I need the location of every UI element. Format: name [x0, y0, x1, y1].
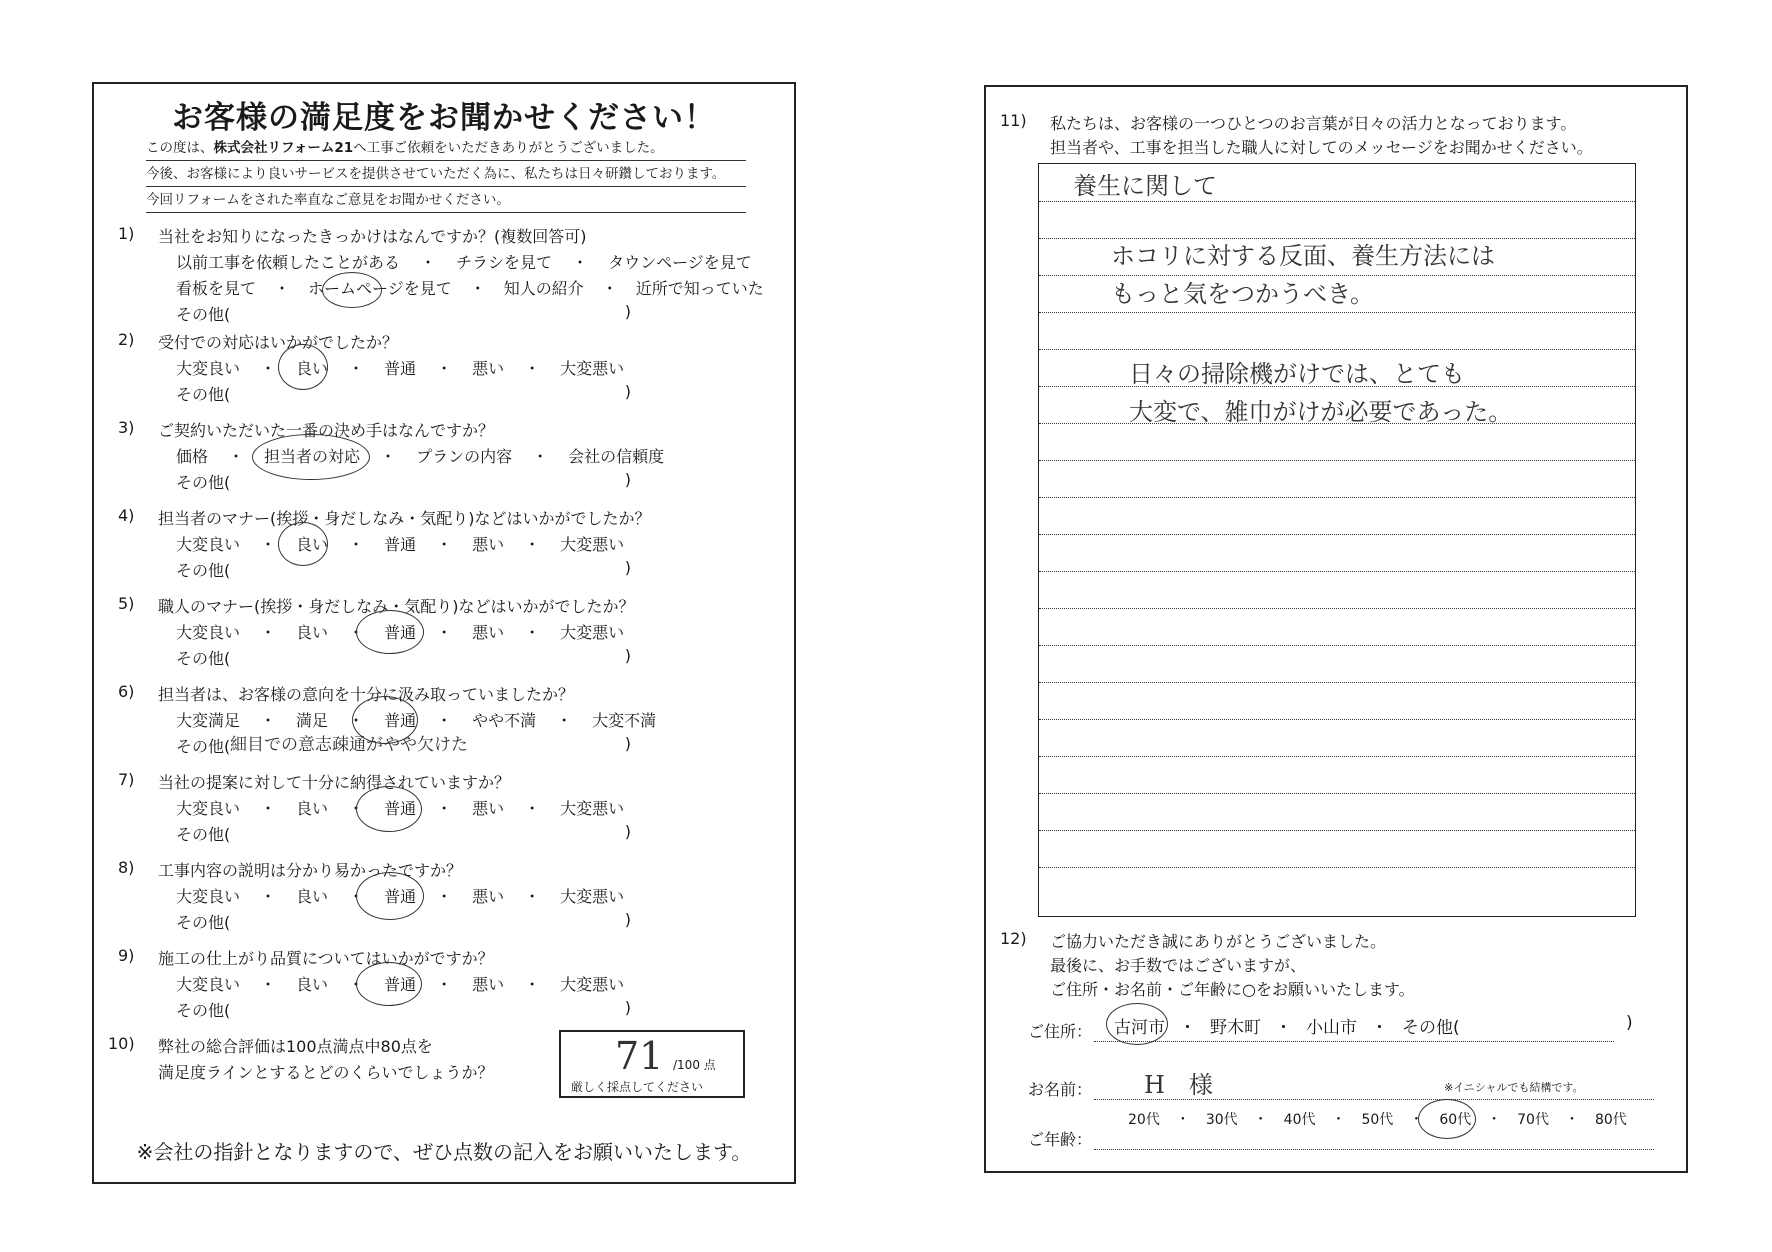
q11-text-line-2: 担当者や、工事を担当した職人に対してのメッセージをお聞かせください。 [1050, 138, 1593, 157]
ruled-line [1039, 497, 1635, 498]
q7-number: 7) [118, 770, 135, 789]
ruled-line [1039, 349, 1635, 350]
q6-options [176, 708, 656, 731]
age-label: ご年齢： [1028, 1130, 1093, 1149]
q4-option-5[interactable]: 大変悪い [560, 535, 625, 554]
separator: ・ [348, 887, 365, 906]
q1-number: 1) [118, 224, 135, 243]
close-paren: ) [624, 734, 631, 753]
name-underline [1094, 1099, 1654, 1100]
q4-option-1[interactable]: 大変良い [176, 535, 241, 554]
q2-text: 受付での対応はいかがでしたか？ [158, 333, 399, 352]
ruled-line [1039, 830, 1635, 831]
q8-option-5[interactable]: 大変悪い [560, 887, 625, 906]
separator: ・ [260, 975, 277, 994]
separator: ・ [420, 253, 437, 272]
other-label: その他( [176, 305, 231, 324]
separator: ・ [524, 887, 541, 906]
score-value: 71 [615, 1034, 664, 1078]
q11-number: 11) [1000, 111, 1027, 130]
separator: ・ [260, 711, 277, 730]
separator: ・ [572, 253, 589, 272]
q8-option-2[interactable]: 良い [296, 887, 329, 906]
q6-handwritten-comment: 細目での意志疎通がやや欠けた [230, 735, 468, 755]
q1-option-previous-work[interactable]: 以前工事を依頼したことがある [176, 253, 401, 272]
address-option-nogi[interactable]: 野木町 [1210, 1018, 1261, 1038]
close-paren: ) [624, 302, 631, 321]
q8-options [176, 884, 624, 907]
q5-other[interactable] [176, 646, 631, 669]
q4-number: 4) [118, 506, 135, 525]
score-note: 厳しく採点してください [571, 1080, 704, 1094]
q10-text-line-1: 弊社の総合評価は100点満点中80点を [158, 1037, 433, 1056]
q5-option-3[interactable]: 普通 [384, 623, 417, 642]
ruled-line [1039, 719, 1635, 720]
separator: ・ [436, 887, 453, 906]
other-label: その他( [176, 913, 231, 932]
q3-text: ご契約いただいた一番の決め手はなんですか？ [158, 421, 495, 440]
close-paren: ) [624, 646, 631, 665]
q3-options [176, 444, 664, 467]
ruled-line [1039, 312, 1635, 313]
intro-1-post: へ工事ご依頼をいただきありがとうございました。 [353, 140, 664, 156]
separator: ・ [1564, 1112, 1579, 1128]
separator: ・ [1409, 1112, 1424, 1128]
q8-option-4[interactable]: 悪い [472, 887, 505, 906]
name-label: お名前： [1028, 1080, 1093, 1099]
q7-text: 当社の提案に対して十分に納得されていますか？ [158, 773, 511, 792]
q2-option-3[interactable]: 普通 [384, 359, 417, 378]
other-label: その他( [176, 561, 231, 580]
ruled-line [1039, 608, 1635, 609]
q1-option-flyer[interactable]: チラシを見て [456, 253, 553, 272]
q3-option-3[interactable]: プランの内容 [416, 447, 513, 466]
q3-other[interactable] [176, 470, 631, 493]
q4-options [176, 532, 624, 555]
q5-option-5[interactable]: 大変悪い [560, 623, 625, 642]
name-note: ※イニシャルでも結構です。 [1444, 1081, 1584, 1094]
separator: ・ [1371, 1018, 1388, 1038]
q2-number: 2) [118, 330, 135, 349]
separator: ・ [436, 975, 453, 994]
message-box[interactable] [1038, 163, 1636, 917]
close-paren: ) [624, 822, 631, 841]
q2-option-1[interactable]: 大変良い [176, 359, 241, 378]
separator: ・ [348, 975, 365, 994]
q5-options [176, 620, 624, 643]
ruled-line [1039, 571, 1635, 572]
separator: ・ [524, 623, 541, 642]
handwritten-line-4: 日々の掃除機がけでは、とても [1129, 360, 1465, 388]
other-label: その他( [176, 649, 231, 668]
q1-option-townpage[interactable]: タウンページを見て [608, 253, 752, 272]
ruled-line [1039, 460, 1635, 461]
score-box[interactable] [559, 1030, 745, 1098]
survey-sheet-left [92, 82, 796, 1184]
q6-option-4[interactable]: やや不満 [472, 711, 537, 730]
separator: ・ [524, 975, 541, 994]
age-underline [1094, 1149, 1654, 1150]
q5-option-4[interactable]: 悪い [472, 623, 505, 642]
separator: ・ [436, 623, 453, 642]
q1-other[interactable] [176, 302, 631, 325]
q9-option-4[interactable]: 悪い [472, 975, 505, 994]
separator: ・ [348, 711, 365, 730]
separator: ・ [556, 711, 573, 730]
q9-other[interactable] [176, 998, 631, 1021]
separator: ・ [1331, 1112, 1346, 1128]
q9-option-2[interactable]: 良い [296, 975, 329, 994]
q3-option-2[interactable]: 担当者の対応 [264, 447, 361, 466]
q1-options-row-1 [176, 250, 752, 273]
close-paren: ) [624, 470, 631, 489]
q5-option-2[interactable]: 良い [296, 623, 329, 642]
age-option-80s[interactable]: 80代 [1594, 1112, 1627, 1128]
ruled-line [1039, 793, 1635, 794]
address-underline [1094, 1041, 1614, 1042]
survey-sheet-right [984, 85, 1688, 1173]
q7-option-2[interactable]: 良い [296, 799, 329, 818]
q7-option-4[interactable]: 悪い [472, 799, 505, 818]
ruled-line [1039, 756, 1635, 757]
q1-text: 当社をお知りになったきっかけはなんですか？(複数回答可) [158, 227, 587, 246]
separator: ・ [436, 535, 453, 554]
handwritten-line-3: もっと気をつかうべき。 [1111, 280, 1375, 308]
q12-text-line-3: ご住所・お名前・ご年齢に○をお願いいたします。 [1050, 980, 1415, 999]
q2-options [176, 356, 624, 379]
q3-option-4[interactable]: 会社の信頼度 [568, 447, 665, 466]
q10-text-line-2: 満足度ラインとするとどのくらいでしょうか？ [158, 1063, 494, 1082]
q3-number: 3) [118, 418, 135, 437]
intro-2-text: 今後、お客様により良いサービスを提供させていただく為に、私たちは日々研鑽しております。 [146, 166, 726, 182]
q5-text: 職人のマナー(挨拶・身だしなみ・気配り)などはいかがでしたか？ [158, 597, 635, 616]
name-value[interactable]: H 様 [1144, 1071, 1213, 1099]
intro-line-2 [146, 164, 746, 187]
handwritten-line-1: 養生に関して [1073, 172, 1217, 200]
close-paren: ) [624, 382, 631, 401]
q7-options [176, 796, 624, 819]
q9-option-3[interactable]: 普通 [384, 975, 417, 994]
q2-option-5[interactable]: 大変悪い [560, 359, 625, 378]
separator: ・ [348, 799, 365, 818]
intro-line-3 [146, 190, 746, 213]
close-paren: ) [624, 910, 631, 929]
separator: ・ [601, 279, 618, 298]
separator: ・ [1253, 1112, 1268, 1128]
separator: ・ [524, 799, 541, 818]
q6-text: 担当者は、お客様の意向を十分に汲み取っていましたか？ [158, 685, 575, 704]
q8-other[interactable] [176, 910, 631, 933]
separator: ・ [348, 623, 365, 642]
q6-option-5[interactable]: 大変不満 [592, 711, 657, 730]
handwritten-line-5: 大変で、雑巾がけが必要であった。 [1129, 398, 1513, 426]
other-label: その他( [176, 473, 231, 492]
q9-option-1[interactable]: 大変良い [176, 975, 241, 994]
q4-option-2[interactable]: 良い [296, 535, 329, 554]
separator: ・ [436, 799, 453, 818]
other-label: その他( [176, 385, 231, 404]
q5-number: 5) [118, 594, 135, 613]
q8-option-1[interactable]: 大変良い [176, 887, 241, 906]
q9-text: 施工の仕上がり品質についてはいかがですか？ [158, 949, 494, 968]
separator: ・ [260, 623, 277, 642]
q2-option-2[interactable]: 良い [296, 359, 329, 378]
intro-3-text: 今回リフォームをされた率直なご意見をお聞かせください。 [146, 192, 510, 208]
q1-option-homepage[interactable]: ホームページを見て [308, 279, 452, 298]
q9-number: 9) [118, 946, 135, 965]
q6-option-2[interactable]: 満足 [296, 711, 329, 730]
separator: ・ [228, 447, 245, 466]
intro-line-1 [146, 138, 746, 161]
address-options [1114, 1013, 1460, 1038]
score-per-100: /100 点 [673, 1058, 716, 1072]
q5-option-1[interactable]: 大変良い [176, 623, 241, 642]
separator: ・ [260, 359, 277, 378]
q3-option-1[interactable]: 価格 [176, 447, 209, 466]
separator: ・ [348, 359, 365, 378]
handwritten-line-2: ホコリに対する反面、養生方法には [1111, 242, 1495, 270]
q12-number: 12) [1000, 929, 1027, 948]
q2-option-4[interactable]: 悪い [472, 359, 505, 378]
other-label: その他( [176, 825, 231, 844]
q12-text-line-2: 最後に、お手数ではございますが、 [1050, 956, 1307, 975]
separator: ・ [260, 887, 277, 906]
age-option-40s[interactable]: 40代 [1283, 1112, 1316, 1128]
q8-number: 8) [118, 858, 135, 877]
age-option-30s[interactable]: 30代 [1205, 1112, 1238, 1128]
q7-option-3[interactable]: 普通 [384, 799, 417, 818]
q11-text-line-1: 私たちは、お客様の一つひとつのお言葉が日々の活力となっております。 [1050, 114, 1577, 133]
ruled-line [1039, 867, 1635, 868]
other-label: その他( [176, 737, 231, 756]
separator: ・ [1275, 1018, 1292, 1038]
q9-option-5[interactable]: 大変悪い [560, 975, 625, 994]
close-paren: ) [624, 558, 631, 577]
close-paren: ) [624, 998, 631, 1017]
q4-text: 担当者のマナー(挨拶・身だしなみ・気配り)などはいかがでしたか？ [158, 509, 651, 528]
q7-option-1[interactable]: 大変良い [176, 799, 241, 818]
separator: ・ [469, 279, 486, 298]
intro-1-pre: この度は、 [146, 140, 214, 156]
ruled-line [1039, 534, 1635, 535]
ruled-line [1039, 201, 1635, 202]
separator: ・ [436, 711, 453, 730]
age-option-60s[interactable]: 60代 [1439, 1112, 1472, 1128]
q6-option-3[interactable]: 普通 [384, 711, 417, 730]
q4-option-4[interactable]: 悪い [472, 535, 505, 554]
q2-other[interactable] [176, 382, 631, 405]
address-option-other[interactable]: その他( [1402, 1018, 1460, 1038]
other-label: その他( [176, 1001, 231, 1020]
address-option-koga[interactable]: 古河市 [1114, 1018, 1165, 1038]
survey-footer: ※会社の指針となりますので、ぜひ点数の記入をお願いいたします。 [136, 1140, 752, 1164]
q8-option-3[interactable]: 普通 [384, 887, 417, 906]
q7-other[interactable] [176, 822, 631, 845]
q12-text-line-1: ご協力いただき誠にありがとうございました。 [1050, 932, 1387, 951]
separator: ・ [524, 535, 541, 554]
separator: ・ [274, 279, 291, 298]
separator: ・ [1179, 1018, 1196, 1038]
age-option-70s[interactable]: 70代 [1517, 1112, 1549, 1128]
separator: ・ [348, 535, 365, 554]
q6-option-1[interactable]: 大変満足 [176, 711, 241, 730]
q10-number: 10) [108, 1034, 135, 1053]
separator: ・ [260, 535, 277, 554]
separator: ・ [532, 447, 549, 466]
age-options [1128, 1109, 1627, 1129]
address-option-oyama[interactable]: 小山市 [1306, 1018, 1357, 1038]
q1-options-row-2 [176, 276, 764, 299]
age-option-50s[interactable]: 50代 [1361, 1112, 1394, 1128]
separator: ・ [1487, 1112, 1502, 1128]
q1-option-acquaintance[interactable]: 知人の紹介 [503, 279, 584, 298]
q6-number: 6) [118, 682, 135, 701]
age-option-20s[interactable]: 20代 [1128, 1112, 1160, 1128]
q7-option-5[interactable]: 大変悪い [560, 799, 625, 818]
ruled-line [1039, 645, 1635, 646]
q9-options [176, 972, 624, 995]
q4-other[interactable] [176, 558, 631, 581]
q4-option-3[interactable]: 普通 [384, 535, 417, 554]
address-close-paren: ) [1626, 1013, 1633, 1033]
separator: ・ [260, 799, 277, 818]
survey-title: お客様の満足度をお聞かせください！ [172, 100, 716, 136]
ruled-line [1039, 682, 1635, 683]
separator: ・ [1175, 1112, 1190, 1128]
q1-option-signboard[interactable]: 看板を見て [176, 279, 257, 298]
intro-1-company: 株式会社リフォーム21 [213, 140, 354, 156]
address-label: ご住所： [1028, 1022, 1093, 1041]
separator: ・ [524, 359, 541, 378]
q8-text: 工事内容の説明は分かり易かったですか？ [158, 861, 463, 880]
q1-option-neighborhood[interactable]: 近所で知っていた [635, 279, 764, 298]
separator: ・ [436, 359, 453, 378]
separator: ・ [380, 447, 397, 466]
